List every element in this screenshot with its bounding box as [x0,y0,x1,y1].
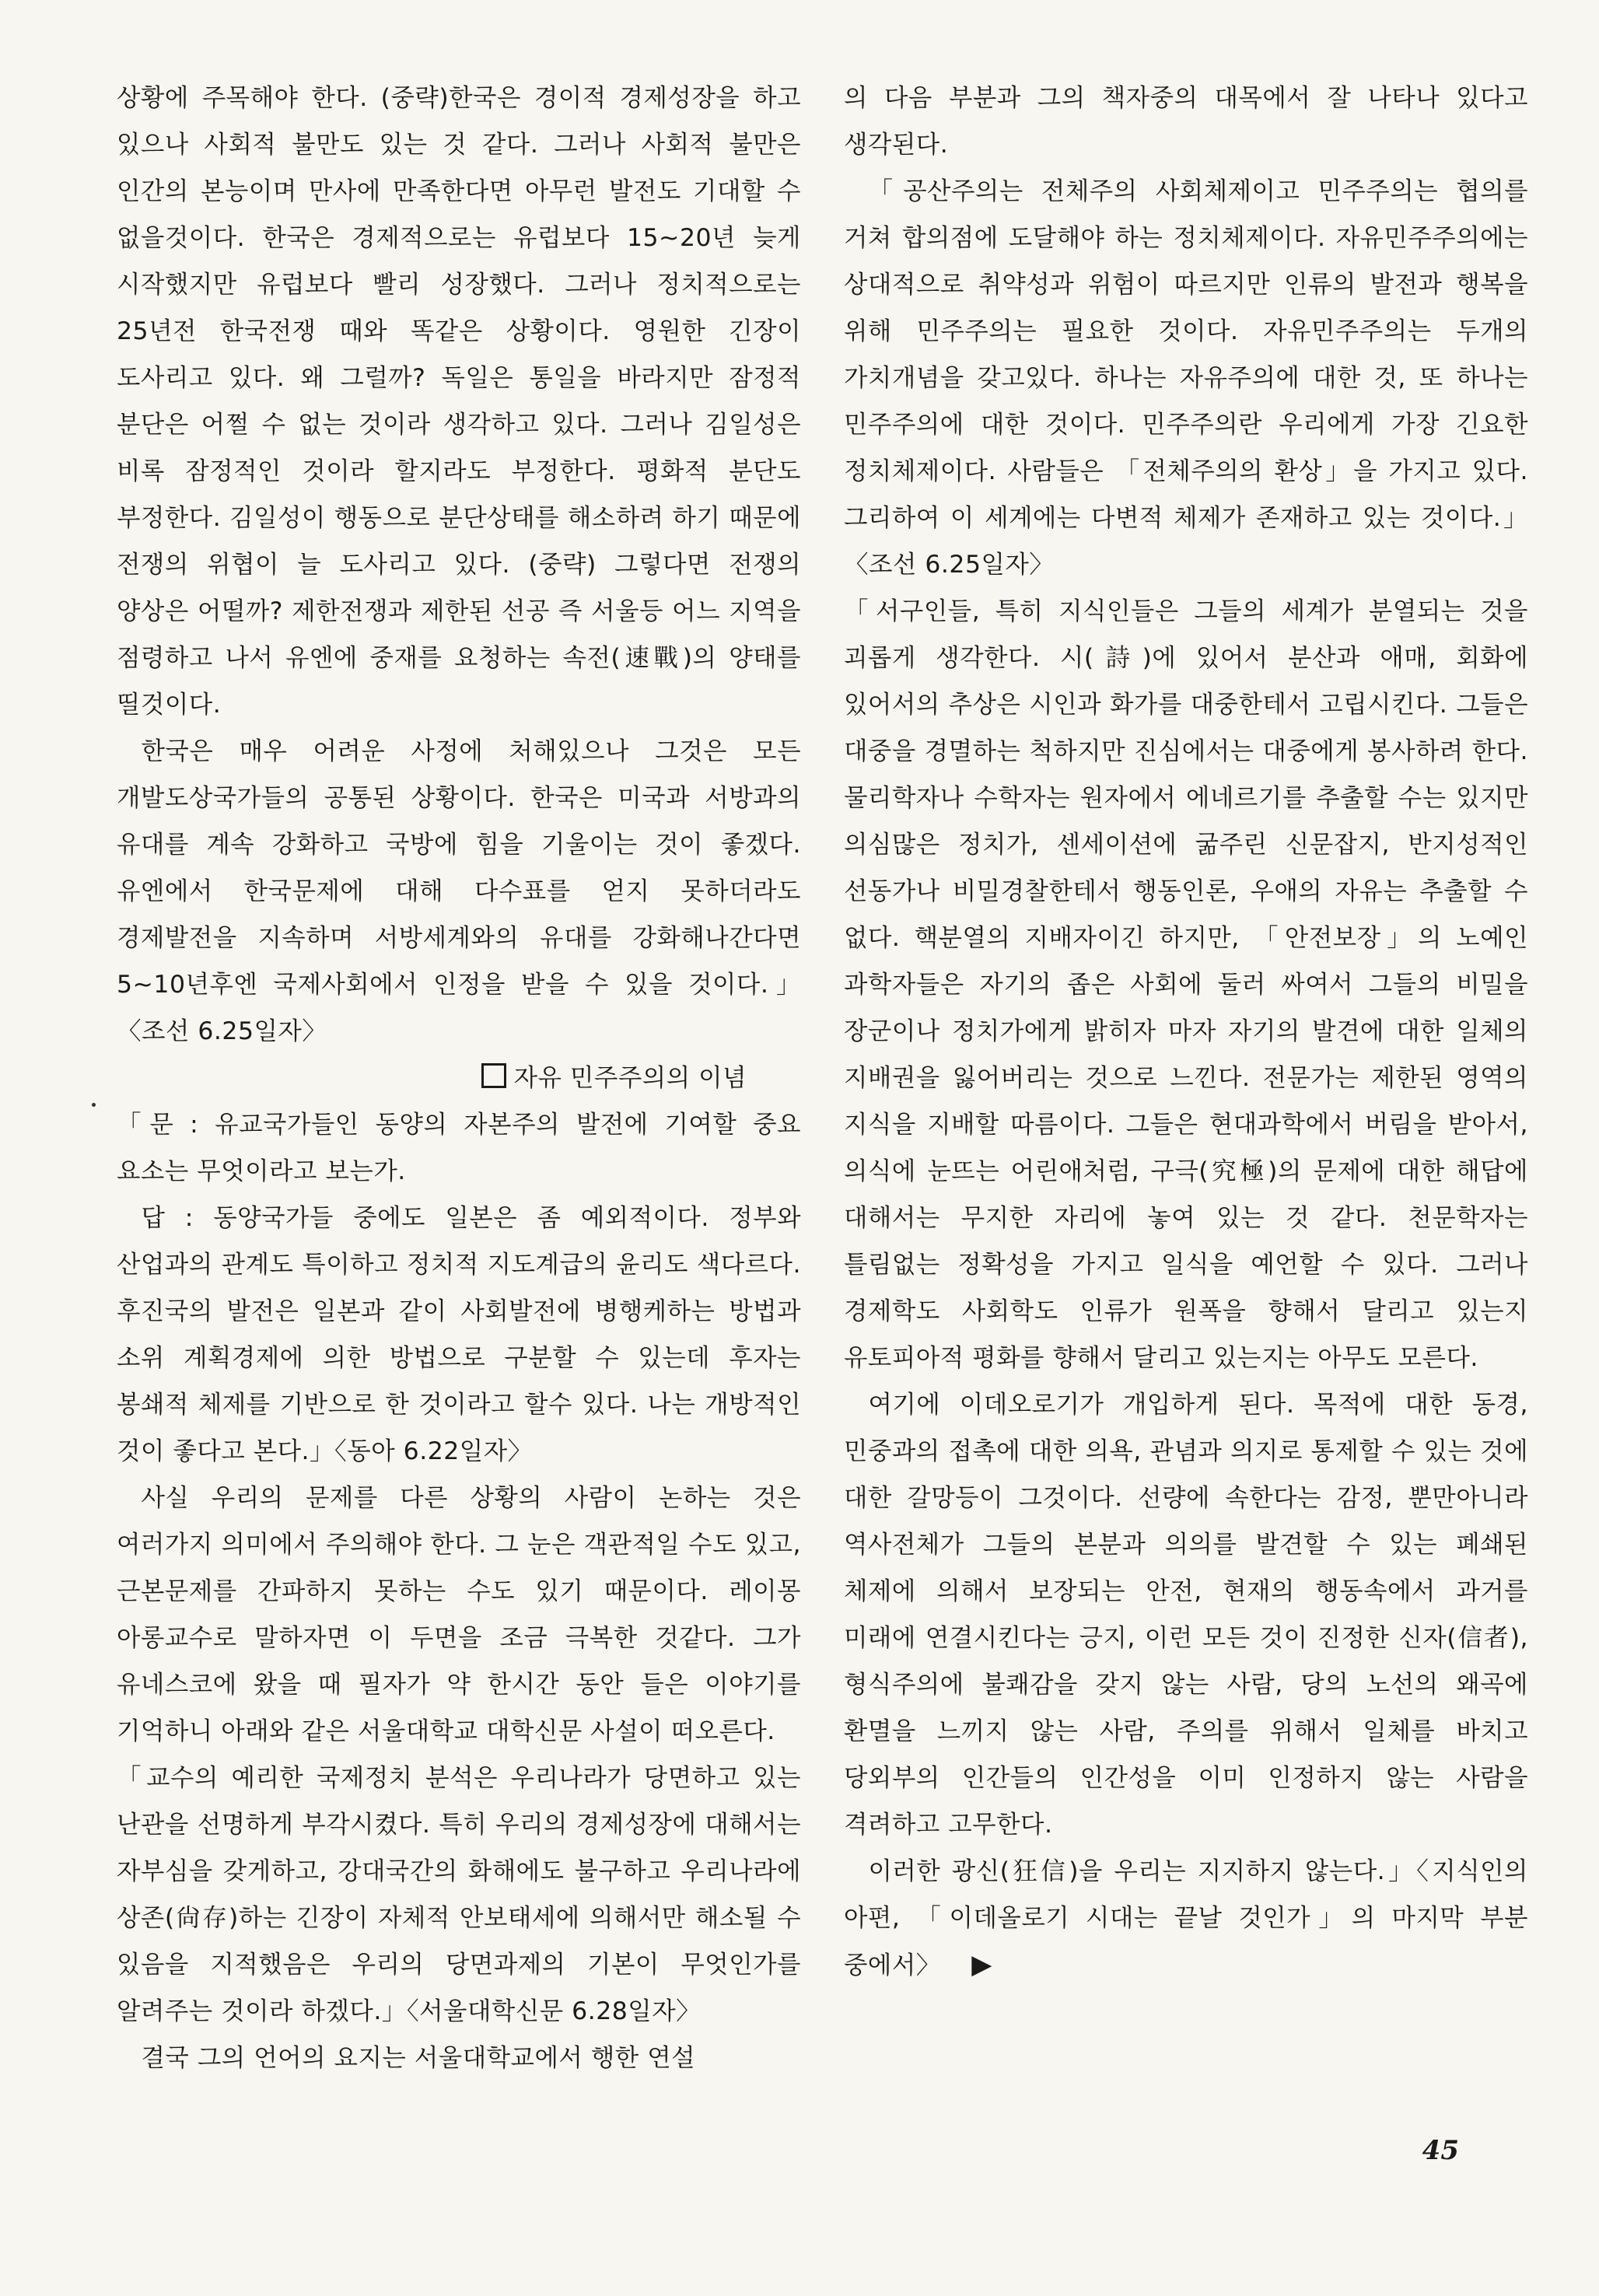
section-heading [117,1055,801,1101]
paragraph: 답 : 동양국가들 중에도 일본은 좀 예외적이다. 정부와 산업과의 관계도 특이하고 정치적 지도계급의 윤리도 색다르다. 후진국의 발전은 일본과 같이 사회발전에 병행케하는 방법과 소위 계획경제에 의한 방법으로 구분할 수 있는데 후자는 봉쇄적 체제를 기반으로 한 것이라고 할수 있다. 나는 개방적인 것이 좋다고 본다.」〈동아 6.22일자〉 [117,1204,801,1465]
right-column [844,75,1528,1989]
paragraph: 「공산주의는 전체주의 사회체제이고 민주주의는 협의를 거쳐 합의점에 도달해야 하는 정치체제이다. 자유민주주의에는 상대적으로 취약성과 위험이 따르지만 인류의 발전과 행복을 위해 민주주의는 필요한 것이다. 자유민주주의는 두개의 가치개념을 갖고있다. 하나는 자유주의에 대한 것, 또 하나는 민주주의에 대한 것이다. 민주주의란 우리에게 가장 긴요한 정치체제이다. 사람들은 「전체주의의 환상」을 가지고 있다. 그리하여 이 세계에는 다변적 체제가 존재하고 있는 것이다.」〈조선 6.25일자〉 [844,177,1528,579]
closing-text: 이러한 광신(狂信)을 우리는 지지하지 않는다.」〈지식인의 아편, 「이데올로기 시대는 끝날 것인가」의 마지막 부분 중에서〉 [844,1857,1528,1979]
paragraph: 「교수의 예리한 국제정치 분석은 우리나라가 당면하고 있는 난관을 선명하게 부각시켰다. 특히 우리의 경제성장에 대해서는 자부심을 갖게하고, 강대국간의 화해에도 불구하고 우리나라에 상존(尙存)하는 긴장이 자체적 안보태세에 의해서만 해소될 수 있음을 지적했음은 우리의 당면과제의 기본이 무엇인가를 알려주는 것이라 하겠다.」〈서울대학신문 6.28일자〉 [117,1764,801,2025]
continue-arrow-icon: ▶ [971,1949,992,1980]
paragraph [844,1848,1528,1989]
paragraph: 결국 그의 언어의 요지는 서울대학교에서 행한 연설 [141,2044,696,2072]
paragraph: 여기에 이데오로기가 개입하게 된다. 목적에 대한 동경, 민중과의 접촉에 대한 의욕, 관념과 의지로 통제할 수 있는 것에 대한 갈망등이 그것이다. 선량에 속한다는 감정, 뿐만아니라 역사전체가 그들의 본분과 의의를 발견할 수 있는 폐쇄된 체제에 의해서 보장되는 안전, 현재의 행동속에서 과거를 미래에 연결시킨다는 긍지, 이런 모든 것이 진정한 신자(信者), 형식주의에 불쾌감을 갖지 않는 사람, 당의 노선의 왜곡에 환멸을 느끼지 않는 사람, 주의를 위해서 일체를 바치고 당외부의 인간들의 인간성을 이미 인정하지 않는 사람을 격려하고 고무한다. [844,1391,1528,1839]
square-bullet-icon [481,1063,506,1088]
paragraph: 상황에 주목해야 한다. (중략)한국은 경이적 경제성장을 하고 있으나 사회적 불만도 있는 것 같다. 그러나 사회적 불만은 인간의 본능이며 만사에 만족한다면 아무런 발전도 기대할 수 없을것이다. 한국은 경제적으로는 유럽보다 15~20년 늦게 시작했지만 유럽보다 빨리 성장했다. 그러나 정치적으로는 25년전 한국전쟁 때와 똑같은 상황이다. 영원한 긴장이 도사리고 있다. 왜 그럴까? 독일은 통일을 바라지만 잠정적 분단은 어쩔 수 없는 것이라 생각하고 있다. 그러나 김일성은 비록 잠정적인 것이라 할지라도 부정한다. 평화적 분단도 부정한다. 김일성이 행동으로 분단상태를 해소하려 하기 때문에 전쟁의 위협이 늘 도사리고 있다. (중략) 그렇다면 전쟁의 양상은 어떨까? 제한전쟁과 제한된 선공 즉 서울등 어느 지역을 점령하고 나서 유엔에 중재를 요청하는 속전(速戰)의 양태를 띨것이다. [117,84,801,719]
paragraph: 「서구인들, 특히 지식인들은 그들의 세계가 분열되는 것을 괴롭게 생각한다. 시(詩)에 있어서 분산과 애매, 회화에 있어서의 추상은 시인과 화가를 대중한테서 고립시킨다. 그들은 대중을 경멸하는 척하지만 진심에서는 대중에게 봉사하려 한다. 물리학자나 수학자는 원자에서 에네르기를 추출할 수는 있지만 의심많은 정치가, 센세이션에 굶주린 신문잡지, 반지성적인 선동가나 비밀경찰한테서 행동인론, 우애의 자유는 추출할 수 없다. 핵분열의 지배자이긴 하지만, 「안전보장」의 노예인 과학자들은 자기의 좁은 사회에 둘러 싸여서 그들의 비밀을 장군이나 정치가에게 밝히자 마자 자기의 발견에 대한 일체의 지배권을 잃어버리는 것으로 느낀다. 전문가는 제한된 영역의 지식을 지배할 따름이다. 그들은 현대과학에서 버림을 받아서, 의식에 눈뜨는 어린애처럼, 구극(究極)의 문제에 대한 해답에 대해서는 무지한 자리에 놓여 있는 것 같다. 천문학자는 틀림없는 정확성을 가지고 일식을 예언할 수 있다. 그러나 경제학도 사회학도 인류가 원폭을 향해서 달리고 있는지 유토피아적 평화를 향해서 달리고 있는지는 아무도 모른다. [844,597,1528,1372]
paragraph: 사실 우리의 문제를 다른 상황의 사람이 논하는 것은 여러가지 의미에서 주의해야 한다. 그 눈은 객관적일 수도 있고, 근본문제를 간파하지 못하는 수도 있기 때문이다. 레이몽 아롱교수로 말하자면 이 두면을 조금 극복한 것같다. 그가 유네스코에 왔을 때 필자가 약 한시간 동안 들은 이야기를 기억하니 아래와 같은 서울대학교 대학신문 사설이 떠오른다. [117,1484,801,1745]
paragraph: 「문 : 유교국가들인 동양의 자본주의 발전에 기여할 중요 요소는 무엇이라고 보는가. [117,1111,801,1185]
left-column [117,75,801,2081]
margin-mark [92,1103,96,1107]
paragraph: 의 다음 부분과 그의 책자중의 대목에서 잘 나타나 있다고 생각된다. [844,84,1528,159]
page-number: 45 [1422,2135,1459,2166]
section-heading-text: 자유 민주주의의 이념 [513,1064,747,1092]
paragraph: 한국은 매우 어려운 사정에 처해있으나 그것은 모든 개발도상국가들의 공통된 상황이다. 한국은 미국과 서방과의 유대를 계속 강화하고 국방에 힘을 기울이는 것이 좋겠다. 유엔에서 한국문제에 대해 다수표를 얻지 못하더라도 경제발전을 지속하며 서방세계와의 유대를 강화해나간다면 5~10년후엔 국제사회에서 인정을 받을 수 있을 것이다.」〈조선 6.25일자〉 [117,737,801,1045]
